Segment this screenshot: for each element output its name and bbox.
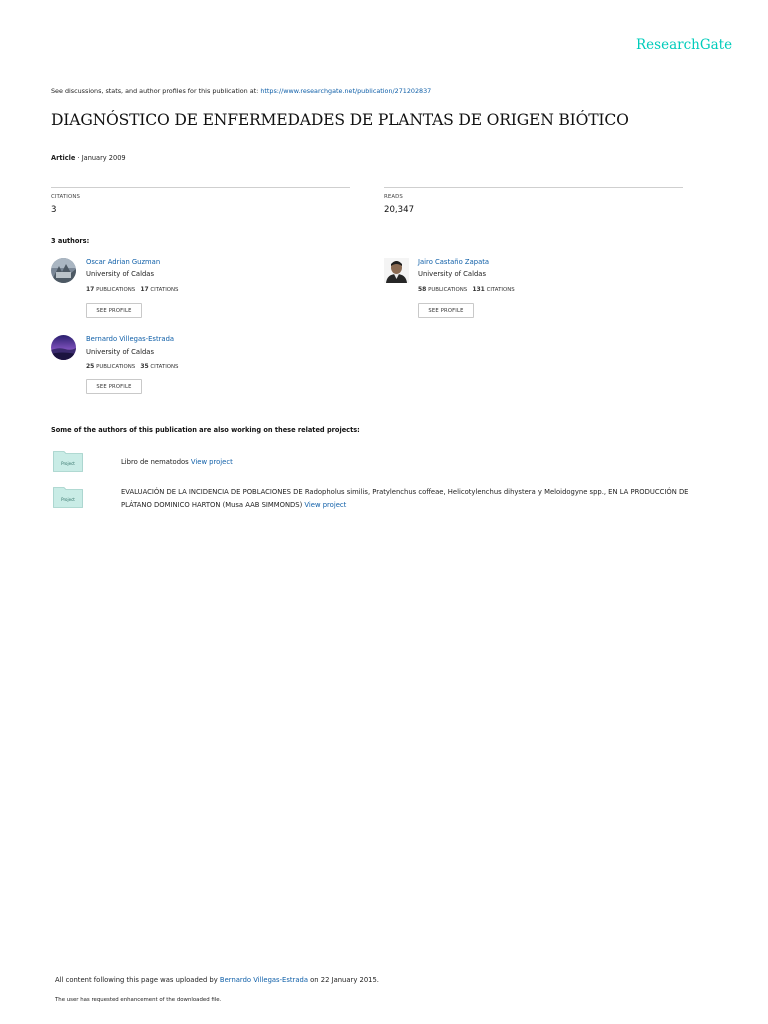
publication-meta xyxy=(51,154,126,162)
citations-count: 17 xyxy=(140,286,149,293)
publications-count: 58 xyxy=(418,286,427,293)
publications-label: PUBLICATIONS xyxy=(96,287,136,293)
citations-label: CITATIONS xyxy=(486,287,515,293)
project-item xyxy=(121,456,721,469)
citations-count: 131 xyxy=(472,286,485,293)
discussion-line xyxy=(51,87,431,95)
author-avatar[interactable] xyxy=(51,335,76,360)
publications-label: PUBLICATIONS xyxy=(96,364,136,370)
project-item xyxy=(121,486,721,512)
publications-count: 17 xyxy=(86,286,95,293)
related-projects-heading: Some of the authors of this publication are also working on these related projects: xyxy=(51,426,360,434)
publication-url-link[interactable]: https://www.researchgate.net/publication/271202837 xyxy=(260,87,432,95)
author-stats xyxy=(86,286,178,293)
publication-date: · January 2009 xyxy=(75,154,126,162)
upload-prefix: All content following this page was uploaded by xyxy=(55,976,220,984)
see-profile-button[interactable]: SEE PROFILE xyxy=(86,379,142,394)
project-icon-label: Project xyxy=(61,461,75,466)
reads-divider xyxy=(384,187,683,188)
publication-type: Article xyxy=(51,154,76,162)
author-institution: University of Caldas xyxy=(86,270,154,278)
citations-value: 3 xyxy=(51,205,57,215)
upload-notice xyxy=(55,976,379,984)
author-stats xyxy=(86,363,178,370)
citations-count: 35 xyxy=(140,363,149,370)
uploader-link[interactable]: Bernardo Villegas-Estrada xyxy=(219,976,308,984)
reads-label: READS xyxy=(384,194,403,200)
discussion-prefix: See discussions, stats, and author profiles for this publication at: xyxy=(51,87,261,95)
author-name-link[interactable]: Bernardo Villegas-Estrada xyxy=(86,335,175,343)
author-name-link[interactable]: Jairo Castaño Zapata xyxy=(418,258,490,266)
authors-heading: 3 authors: xyxy=(51,237,90,245)
publications-count: 25 xyxy=(86,363,95,370)
citations-label: CITATIONS xyxy=(150,287,179,293)
author-avatar[interactable] xyxy=(384,258,409,283)
publications-label: PUBLICATIONS xyxy=(428,287,468,293)
project-title: EVALUACIÓN DE LA INCIDENCIA DE POBLACIONES DE Radopholus similis, Pratylenchus coffeae, Helicotylenchus dihystera y Meloidogyne spp., EN LA PRODUCCIÓN DE PLÁTANO DOMINICO HARTON (Musa AAB SIMMONDS) xyxy=(121,488,689,509)
author-name-link[interactable]: Oscar Adrian Guzman xyxy=(86,258,161,266)
project-icon-label: Project xyxy=(61,497,75,502)
upload-suffix: on 22 January 2015. xyxy=(307,976,379,984)
researchgate-logo[interactable]: ResearchGate xyxy=(636,37,733,53)
see-profile-button[interactable]: SEE PROFILE xyxy=(418,303,474,318)
project-title: Libro de nematodos xyxy=(121,458,191,466)
author-institution: University of Caldas xyxy=(86,348,154,356)
see-profile-button[interactable]: SEE PROFILE xyxy=(86,303,142,318)
citations-label: CITATIONS xyxy=(51,194,80,200)
view-project-link[interactable]: View project xyxy=(190,458,233,466)
view-project-link[interactable]: View project xyxy=(304,501,347,509)
project-folder-icon[interactable] xyxy=(53,487,83,508)
author-institution: University of Caldas xyxy=(418,270,486,278)
publication-title: DIAGNÓSTICO DE ENFERMEDADES DE PLANTAS DE ORIGEN BIÓTICO xyxy=(51,111,629,129)
enhancement-note: The user has requested enhancement of the downloaded file. xyxy=(55,997,222,1003)
author-stats xyxy=(418,286,515,293)
citations-label: CITATIONS xyxy=(150,364,179,370)
project-folder-icon[interactable] xyxy=(53,451,83,472)
reads-value: 20,347 xyxy=(384,205,415,215)
author-avatar[interactable] xyxy=(51,258,76,283)
citations-divider xyxy=(51,187,350,188)
